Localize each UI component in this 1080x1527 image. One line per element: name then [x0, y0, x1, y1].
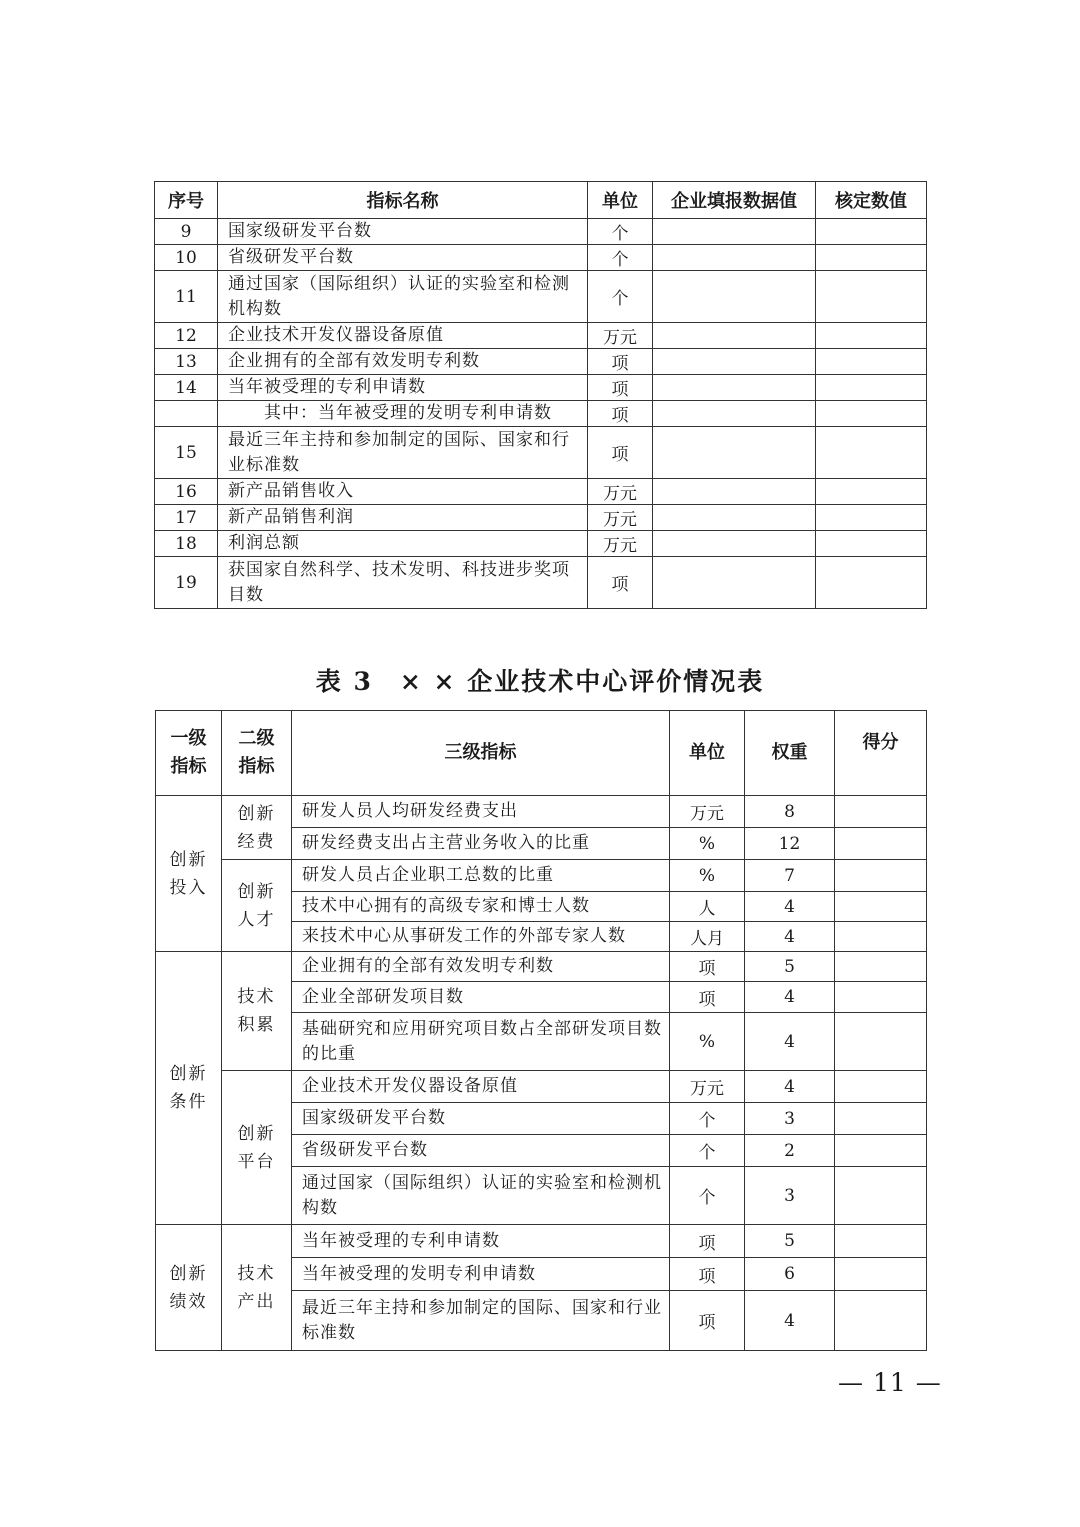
cell-unit: 项: [588, 375, 653, 401]
table-row: [155, 375, 927, 401]
cell-name: 国家级研发平台数: [292, 1103, 670, 1135]
table-row: [155, 479, 927, 505]
cell-verified: [816, 375, 927, 401]
cell-reported: [653, 375, 816, 401]
cell-name: 最近三年主持和参加制定的国际、国家和行业标准数: [218, 427, 588, 479]
cell-unit: %: [670, 828, 745, 860]
cell-reported: [653, 401, 816, 427]
cell-weight: 4: [745, 1291, 835, 1351]
header-unit: 单位: [588, 182, 653, 219]
level1-cell: 创新绩效: [156, 1225, 222, 1351]
cell-verified: [816, 219, 927, 245]
cell-weight: 4: [745, 982, 835, 1013]
cell-verified: [816, 531, 927, 557]
table-row: [156, 1071, 927, 1103]
cell-unit: 个: [670, 1135, 745, 1167]
cell-reported: [653, 245, 816, 271]
cell-name: 来技术中心从事研发工作的外部专家人数: [292, 922, 670, 952]
cell-unit: 万元: [588, 323, 653, 349]
cell-score: [835, 1135, 927, 1167]
cell-unit: %: [670, 1013, 745, 1071]
cell-unit: 万元: [588, 479, 653, 505]
cell-name: 基础研究和应用研究项目数占全部研发项目数的比重: [292, 1013, 670, 1071]
cell-no: 19: [155, 557, 218, 609]
header-level1: 一级指标: [156, 711, 222, 796]
table-row: [155, 505, 927, 531]
header-name: 指标名称: [218, 182, 588, 219]
level2-cell: 技术积累: [222, 952, 292, 1071]
cell-name: 当年被受理的发明专利申请数: [292, 1258, 670, 1291]
cell-weight: 7: [745, 860, 835, 892]
cell-unit: 项: [588, 557, 653, 609]
cell-name: 省级研发平台数: [292, 1135, 670, 1167]
cell-no: 12: [155, 323, 218, 349]
cell-verified: [816, 479, 927, 505]
cell-unit: 项: [670, 982, 745, 1013]
cell-score: [835, 796, 927, 828]
cell-weight: 5: [745, 952, 835, 982]
cell-score: [835, 1103, 927, 1135]
cell-weight: 3: [745, 1167, 835, 1225]
table-row: [156, 796, 927, 828]
table-row: [155, 323, 927, 349]
table-row: [155, 219, 927, 245]
table-row: [155, 557, 927, 609]
cell-score: [835, 922, 927, 952]
cell-score: [835, 1013, 927, 1071]
cell-no: 17: [155, 505, 218, 531]
cell-score: [835, 1071, 927, 1103]
cell-name: 企业技术开发仪器设备原值: [218, 323, 588, 349]
level2-cell: 创新经费: [222, 796, 292, 860]
cell-no: 18: [155, 531, 218, 557]
cell-reported: [653, 323, 816, 349]
cell-verified: [816, 505, 927, 531]
cell-weight: 5: [745, 1225, 835, 1258]
level2-cell: 创新平台: [222, 1071, 292, 1225]
cell-unit: 项: [670, 1291, 745, 1351]
cell-weight: 2: [745, 1135, 835, 1167]
cell-unit: 个: [670, 1103, 745, 1135]
cell-no: [155, 401, 218, 427]
cell-unit: 项: [588, 401, 653, 427]
table-row: [156, 860, 927, 892]
cell-name: 国家级研发平台数: [218, 219, 588, 245]
cell-weight: 4: [745, 892, 835, 922]
cell-name: 研发经费支出占主营业务收入的比重: [292, 828, 670, 860]
header-verified: 核定数值: [816, 182, 927, 219]
table-row: [155, 349, 927, 375]
header-level3: 三级指标: [292, 711, 670, 796]
table-row: [155, 401, 927, 427]
cell-unit: 个: [588, 245, 653, 271]
cell-score: [835, 1291, 927, 1351]
cell-reported: [653, 271, 816, 323]
header-weight: 权重: [745, 711, 835, 796]
level2-cell: 创新人才: [222, 860, 292, 952]
cell-unit: 个: [588, 271, 653, 323]
cell-reported: [653, 219, 816, 245]
cell-name: 新产品销售收入: [218, 479, 588, 505]
cell-unit: 人: [670, 892, 745, 922]
cell-score: [835, 1167, 927, 1225]
cell-weight: 4: [745, 1071, 835, 1103]
cell-unit: 项: [588, 427, 653, 479]
cell-weight: 8: [745, 796, 835, 828]
cell-reported: [653, 427, 816, 479]
page-number: — 11 —: [838, 1368, 942, 1397]
cell-verified: [816, 557, 927, 609]
cell-reported: [653, 531, 816, 557]
cell-name: 新产品销售利润: [218, 505, 588, 531]
cell-unit: 项: [670, 1258, 745, 1291]
cell-score: [835, 892, 927, 922]
header-score: 得分: [835, 711, 927, 796]
cell-name: 最近三年主持和参加制定的国际、国家和行业标准数: [292, 1291, 670, 1351]
cell-unit: 个: [588, 219, 653, 245]
cell-unit: 项: [588, 349, 653, 375]
cell-reported: [653, 505, 816, 531]
cell-name: 利润总额: [218, 531, 588, 557]
table-row: [156, 1225, 927, 1258]
cell-score: [835, 860, 927, 892]
cell-name: 通过国家（国际组织）认证的实验室和检测机构数: [218, 271, 588, 323]
header-level2: 二级指标: [222, 711, 292, 796]
cell-unit: 个: [670, 1167, 745, 1225]
level1-cell: 创新投入: [156, 796, 222, 952]
level2-cell: 技术产出: [222, 1225, 292, 1351]
indicator-table: [154, 181, 927, 609]
cell-verified: [816, 401, 927, 427]
cell-score: [835, 1258, 927, 1291]
cell-name: 研发人员占企业职工总数的比重: [292, 860, 670, 892]
table-row: [155, 271, 927, 323]
cell-verified: [816, 323, 927, 349]
cell-no: 9: [155, 219, 218, 245]
cell-unit: 项: [670, 1225, 745, 1258]
cell-weight: 4: [745, 922, 835, 952]
cell-unit: 项: [670, 952, 745, 982]
cell-unit: 万元: [588, 505, 653, 531]
table-header-row: [156, 711, 927, 796]
cell-no: 13: [155, 349, 218, 375]
cell-name: 企业拥有的全部有效发明专利数: [218, 349, 588, 375]
cell-unit: %: [670, 860, 745, 892]
cell-name: 当年被受理的专利申请数: [292, 1225, 670, 1258]
cell-reported: [653, 349, 816, 375]
cell-no: 11: [155, 271, 218, 323]
cell-verified: [816, 245, 927, 271]
cell-verified: [816, 427, 927, 479]
cell-name: 企业拥有的全部有效发明专利数: [292, 952, 670, 982]
cell-name: 研发人员人均研发经费支出: [292, 796, 670, 828]
cell-no: 14: [155, 375, 218, 401]
table-row: [155, 531, 927, 557]
cell-unit: 万元: [670, 1071, 745, 1103]
table-title: 表 3 × × 企业技术中心评价情况表: [315, 667, 765, 696]
table-row: [156, 952, 927, 982]
cell-weight: 12: [745, 828, 835, 860]
cell-unit: 万元: [670, 796, 745, 828]
cell-reported: [653, 557, 816, 609]
level1-cell: 创新条件: [156, 952, 222, 1225]
cell-weight: 6: [745, 1258, 835, 1291]
cell-name: 其中：当年被受理的发明专利申请数: [218, 401, 588, 427]
cell-verified: [816, 349, 927, 375]
cell-unit: 万元: [588, 531, 653, 557]
header-unit: 单位: [670, 711, 745, 796]
table-row: [155, 427, 927, 479]
evaluation-table: [155, 710, 927, 1351]
cell-name: 企业全部研发项目数: [292, 982, 670, 1013]
cell-name: 当年被受理的专利申请数: [218, 375, 588, 401]
header-no: 序号: [155, 182, 218, 219]
cell-name: 通过国家（国际组织）认证的实验室和检测机构数: [292, 1167, 670, 1225]
cell-no: 16: [155, 479, 218, 505]
cell-name: 省级研发平台数: [218, 245, 588, 271]
cell-name: 技术中心拥有的高级专家和博士人数: [292, 892, 670, 922]
cell-score: [835, 828, 927, 860]
cell-weight: 3: [745, 1103, 835, 1135]
cell-score: [835, 952, 927, 982]
cell-score: [835, 982, 927, 1013]
cell-name: 企业技术开发仪器设备原值: [292, 1071, 670, 1103]
cell-no: 15: [155, 427, 218, 479]
cell-score: [835, 1225, 927, 1258]
header-reported: 企业填报数据值: [653, 182, 816, 219]
cell-no: 10: [155, 245, 218, 271]
table-header-row: [155, 182, 927, 219]
cell-reported: [653, 479, 816, 505]
cell-name: 获国家自然科学、技术发明、科技进步奖项目数: [218, 557, 588, 609]
table-row: [155, 245, 927, 271]
cell-unit: 人月: [670, 922, 745, 952]
cell-verified: [816, 271, 927, 323]
cell-weight: 4: [745, 1013, 835, 1071]
